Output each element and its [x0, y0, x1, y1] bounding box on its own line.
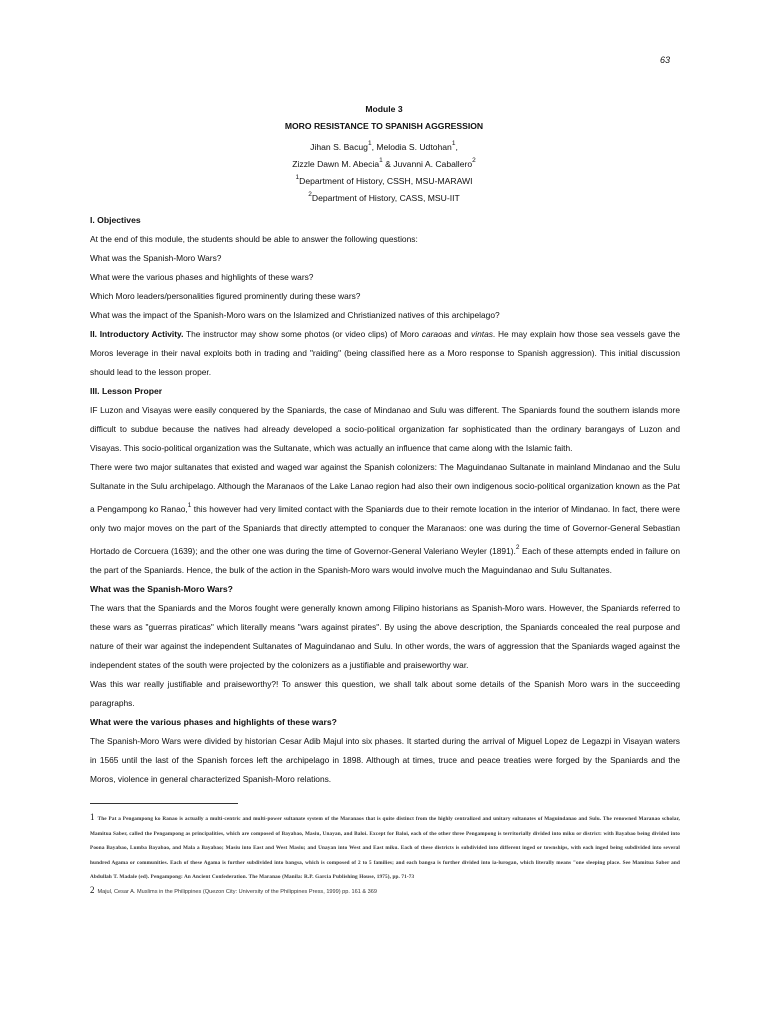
lesson-paragraph-3: The wars that the Spaniards and the Moros fought were generally known among Filipino historians as Spanish-Moro wars. However, the Spaniards referred to these wars as "guerras piraticas" which literally means "wars against pirates". By using the above description, the Spaniards concealed the real purpose and nature of their war against the independent Sultanates of Maguindanao and Sulu. In other words, the wars of aggression that the Spaniards waged against the independent states of the south were projected by the colonizers as a justifiable and praiseworthy war. — [90, 603, 680, 670]
section-heading-spanish-moro-wars: What was the Spanish-Moro Wars? — [90, 584, 233, 594]
section-heading-phases: What were the various phases and highlights of these wars? — [90, 717, 337, 727]
objective-question: What were the various phases and highlights of these wars? — [90, 272, 314, 282]
objective-question: What was the Spanish-Moro Wars? — [90, 253, 222, 263]
introductory-activity-heading: II. Introductory Activity. — [90, 329, 184, 339]
authors-line-1: Jihan S. Bacug$^1$, Melodia S. Udtohan$^1$, — [310, 140, 458, 152]
objectives-heading: I. Objectives — [90, 215, 141, 225]
objective-question: Which Moro leaders/personalities figured prominently during these wars? — [90, 291, 361, 301]
affiliation-1: $^1$Department of History, CSSH, MSU-MARAWI — [295, 174, 473, 186]
module-label: Module 3 — [365, 104, 403, 114]
lesson-proper-heading: III. Lesson Proper — [90, 386, 163, 396]
page-number: 63 — [659, 55, 670, 65]
lesson-paragraph-5: The Spanish-Moro Wars were divided by historian Cesar Adib Majul into six phases. It started during the arrival of Miguel Lopez de Legazpi in Visayan waters in 1565 until the last of the Spanish forces left the archipelago in 1898. Although at times, truce and peace treaties were forged by the Spaniards and the Moros, violence in general characterized Spanish-Moro relations. — [90, 736, 680, 784]
document-body — [90, 211, 680, 789]
objective-question: What was the impact of the Spanish-Moro wars on the Islamized and Christianized natives of this archipelago? — [90, 310, 500, 320]
lesson-paragraph-2: There were two major sultanates that existed and waged war against the Spanish colonizers: The Maguindanao Sultanate in mainland Mindanao and the Sulu Sultanate in the Sulu archipelago. Although the Maranaos of the Lake Lanao region had also their own indigenous socio-political organization known as the Pat a Pengampong ko Ranao,$^1$ this however had very limited contact with the Spaniards due to their remote location in the interior of Mindanao. In fact, there were only two major moves on the part of the Spaniards that directly attempted to conquer the Maranaos: one was during the time of Governor-General Sebastian Hortado de Corcuera (1639); and the other one was during the time of Governor-General Valeriano Weyler (1891).$^2$ Each of these attempts ended in failure on the part of the Spaniards. Hence, the bulk of the action in the Spanish-Moro wars would involve much the Maguindanao and Sulu Sultanates. — [90, 462, 680, 575]
footnote-ref-1: 1 — [187, 502, 192, 509]
introductory-activity-paragraph: II. Introductory Activity. The instructor may show some photos (or video clips) of Moro caraoas and vintas. He may explain how those sea vessels gave the Moros leverage in their naval exploits both in trading and "raiding" (being classified here as a Moro response to Spanish aggression). This initial discussion should lead to the lesson proper. — [90, 329, 680, 377]
footnote-ref-2: 2 — [515, 544, 520, 551]
footnote-2: 2 Majul, Cesar A. Muslims in the Philippines (Quezon City: University of the Philippines Press, 1999) pp. 161 & 369 — [90, 884, 378, 895]
module-title: MORO RESISTANCE TO SPANISH AGGRESSION — [284, 121, 484, 131]
affiliation-2: $^2$Department of History, CASS, MSU-IIT — [308, 191, 460, 203]
objectives-intro: At the end of this module, the students should be able to answer the following questions: — [90, 234, 418, 244]
lesson-paragraph-4: Was this war really justifiable and praiseworthy?! To answer this question, we shall talk about some details of the Spanish Moro wars in the succeeding paragraphs. — [90, 679, 680, 708]
footnotes — [90, 810, 680, 897]
lesson-paragraph-1: IF Luzon and Visayas were easily conquered by the Spaniards, the case of Mindanao and Sulu was different. The Spaniards found the southern islands more difficult to subdue because the natives had already developed a socio-political organization far sophisticated than the ordinary barangays of Luzon and Visayas. This socio-political organization was the Sultanate, which was actually an influence that came along with the Islamic faith. — [90, 405, 680, 453]
document-header — [0, 101, 768, 203]
footnote-1: 1 The Pat a Pengampong ko Ranao is actually a multi-centric and multi-power sultanate system of the Maranaos that is quite distinct from the highly centralized and unitary sultanates of Maguindanao and Sulu. The renowned Maranao scholar, Mamitua Saber, called the Pengampong as principalities, which are composed of Bayabao, Masiu, Unayan, and Baloi. Except for Baloi, each of the other three Pengampong is territorially divided into miku or district: with Bayabao being divided into Poona Bayabao, Lumba Bayabao, and Mala a Bayabao; Masiu into East and West Masiu; and Unayan into West and East miku. Each of these districts is subdivided into different inged or townships, with each inged being subdivided into several hundred Agama or communities. Each of these Agama is further subdivided into bangsa, which is composed of 2 to 5 families; and each bangsa is further divided into ia-lurogan, which literally means "one sleeping place. See Mamitua Saber and Abdullah T. Madale (ed). Pengampong: An Ancient Confederation. The Maranao (Manila: R.P. Garcia Publishing House, 1975), pp. 71-73 — [90, 812, 680, 881]
authors-line-2: Zizzle Dawn M. Abecia$^1$ & Juvanni A. Caballero$^2$ — [292, 157, 476, 169]
footnote-divider — [90, 803, 238, 804]
